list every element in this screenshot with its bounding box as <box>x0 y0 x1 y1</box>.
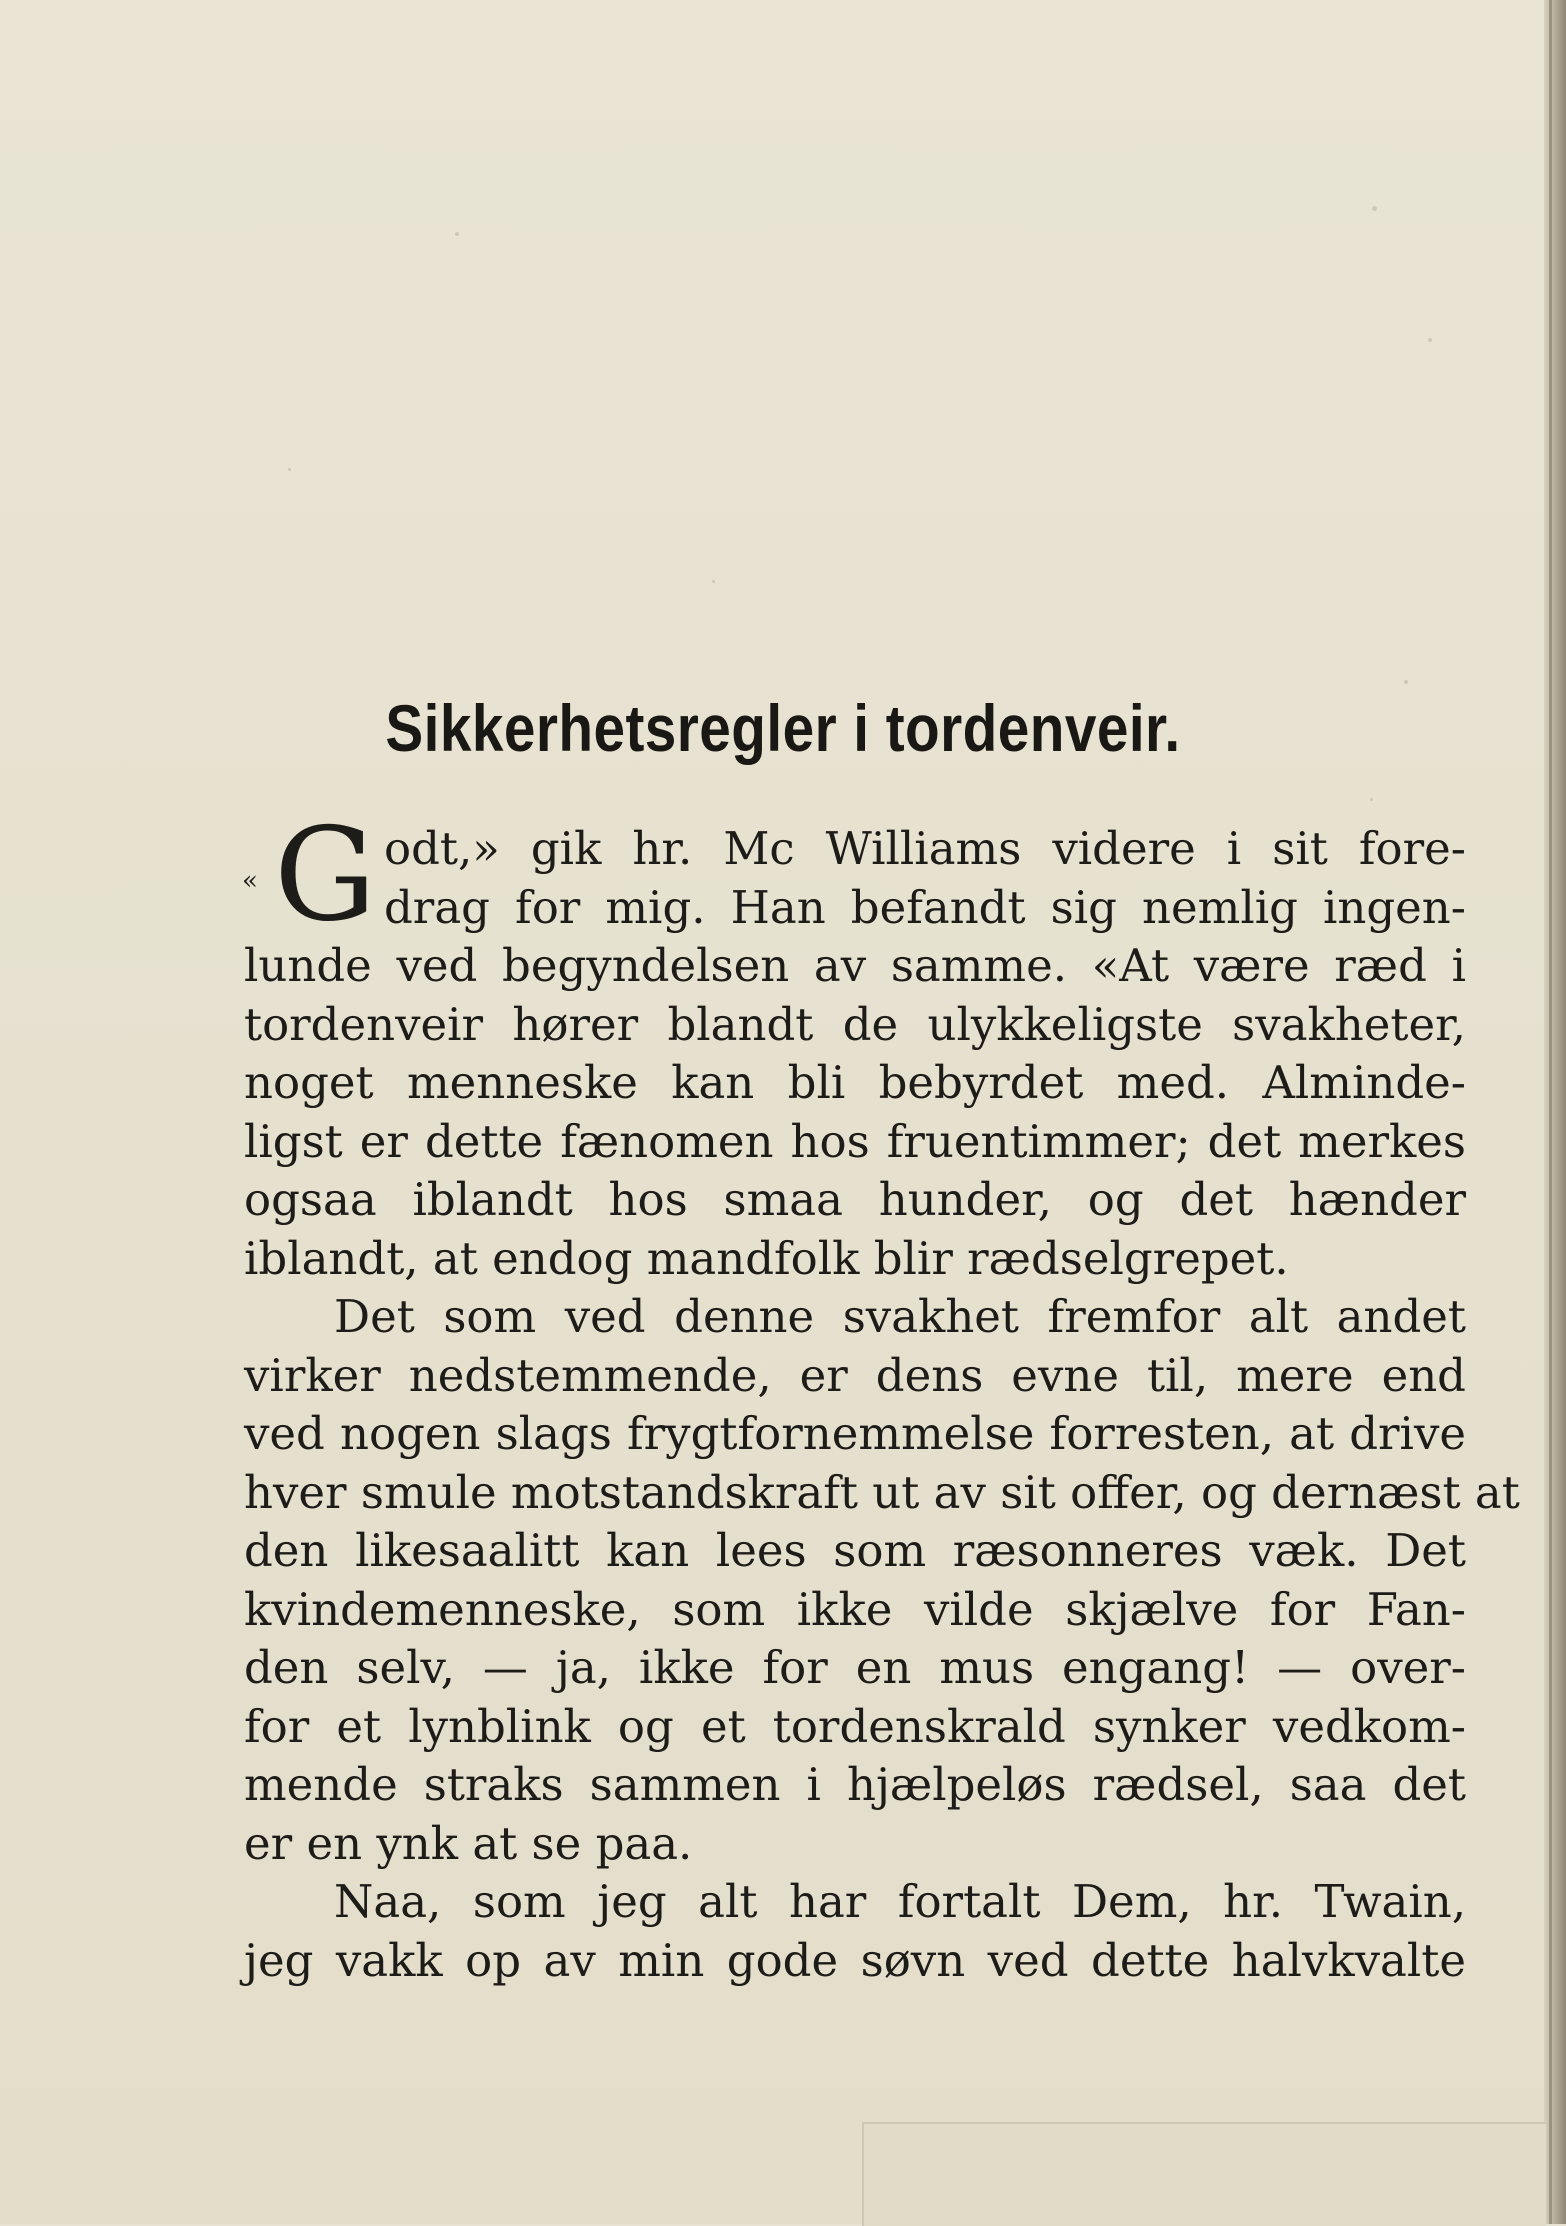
text-line: hver smule motstandskraft ut av sit offer, og dernæst at <box>244 1465 1520 1519</box>
paper-speck <box>288 468 291 471</box>
dropcap-open-quote: « <box>242 866 258 896</box>
text-line: ligst er dette fænomen hos fruentimmer; det merkes <box>244 1114 1466 1168</box>
text-line: iblandt, at endog mandfolk blir rædselgrepet. <box>244 1231 1289 1285</box>
text-line: er en ynk at se paa. <box>244 1816 693 1870</box>
text-line: tordenveir hører blandt de ulykkeligste svakheter, <box>244 997 1466 1051</box>
text-line: ogsaa iblandt hos smaa hunder, og det hænder <box>244 1173 1466 1226</box>
body-text <box>242 801 1520 1990</box>
paper-speck <box>1370 798 1373 801</box>
dropcap-letter: G <box>274 801 377 950</box>
text-line: Naa, som jeg alt har fortalt Dem, hr. Twain, <box>334 1875 1466 1928</box>
text-line: lunde ved begyndelsen av samme. «At være ræd i <box>244 939 1466 992</box>
text-line: Det som ved denne svakhet fremfor alt andet <box>334 1290 1466 1343</box>
text-line: den selv, — ja, ikke for en mus engang! — over- <box>244 1641 1466 1694</box>
text-line: mende straks sammen i hjælpeløs rædsel, saa det <box>244 1758 1466 1811</box>
paper-speck <box>1428 338 1432 342</box>
text-line-content: odt,» gik hr. Mc Williams videre i sit fore- <box>384 822 1466 875</box>
page-edge-line <box>1549 0 1552 2224</box>
paper-speck <box>712 580 715 583</box>
text-line: den likesaalitt kan lees som ræsonneres væk. Det <box>244 1524 1466 1577</box>
text-line: ved nogen slags frygtfornemmelse forresten, at drive <box>244 1407 1466 1460</box>
text-line: virker nedstemmende, er dens evne til, mere end <box>244 1348 1466 1402</box>
paper-speck <box>455 232 459 236</box>
paper-speck <box>1404 680 1408 684</box>
text-line: kvindemenneske, som ikke vilde skjælve for Fan- <box>244 1582 1466 1636</box>
text-line: jeg vakk op av min gode søvn ved dette halvkvalte <box>244 1933 1466 1987</box>
text-line: drag for mig. Han befandt sig nemlig ingen- <box>384 880 1466 934</box>
text-line: for et lynblink og et tordenskrald synker vedkom- <box>244 1699 1466 1753</box>
chapter-title: Sikkerhetsregler i tordenveir. <box>385 691 1181 765</box>
page-edge-shadow <box>1544 0 1566 2224</box>
text-line: noget menneske kan bli bebyrdet med. Alminde- <box>244 1056 1466 1109</box>
paper-overlay-corner <box>862 2122 1546 2226</box>
paper-speck <box>1372 206 1377 211</box>
